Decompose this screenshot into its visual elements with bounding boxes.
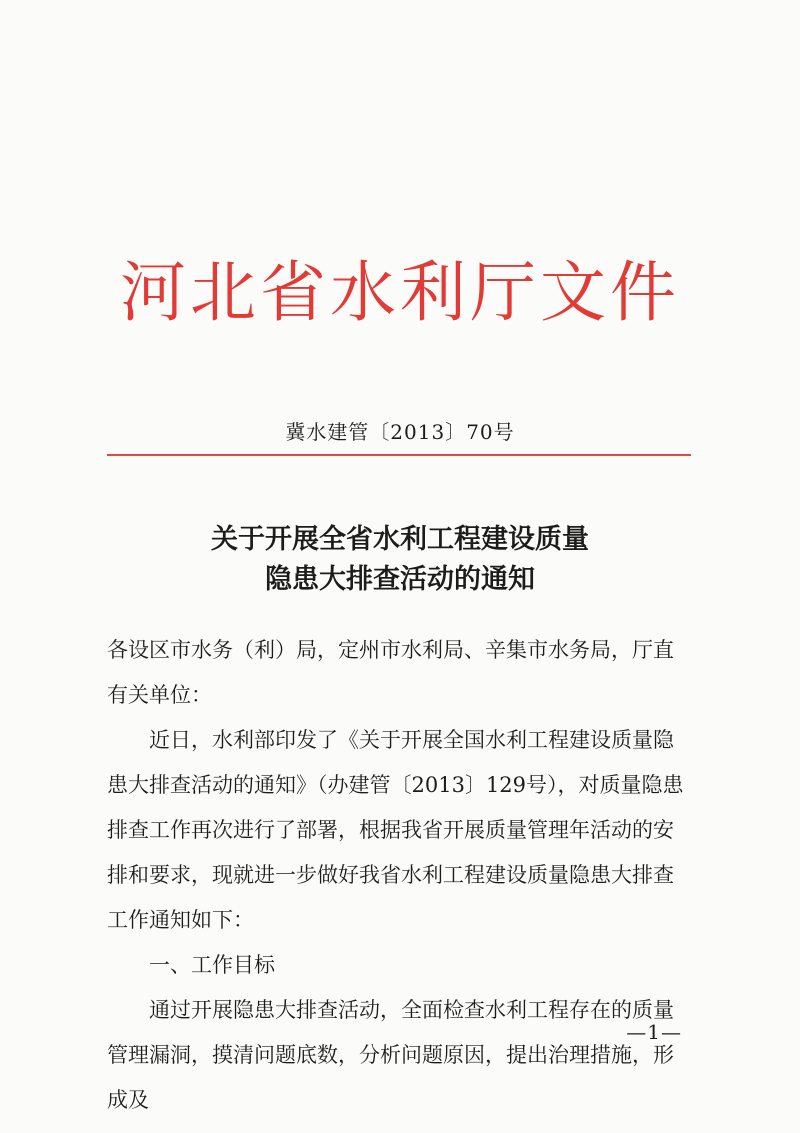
- section-heading-work-goal: 一、工作目标: [149, 953, 275, 977]
- document-body: [107, 628, 693, 1123]
- issuer-title: 河北省水利厅文件: [120, 254, 680, 331]
- notice-title-line2: 隐患大排查活动的通知: [265, 564, 535, 595]
- paragraph-work-goal: 通过开展隐患大排查活动，全面检查水利工程存在的质量管理漏洞，摸清问题底数，分析问题原因，提出治理措施，形成及: [107, 998, 674, 1112]
- addressee: 各设区市水务（利）局，定州市水利局、辛集市水务局，厅直有关单位：: [107, 638, 674, 707]
- notice-title-line1: 关于开展全省水利工程建设质量: [211, 524, 589, 555]
- paragraph-intro: 近日，水利部印发了《关于开展全国水利工程建设质量隐患大排查活动的通知》（办建管〔2013〕129号），对质量隐患排查工作再次进行了部署，根据我省开展质量管理年活动的安排和要求，现就进一步做好我省水利工程建设质量隐患大排查工作通知如下：: [107, 728, 684, 932]
- document-number: 冀水建管〔2013〕70号: [285, 420, 515, 444]
- notice-title: [0, 520, 800, 600]
- page-number: —1—: [626, 1020, 682, 1044]
- red-divider: [107, 454, 691, 456]
